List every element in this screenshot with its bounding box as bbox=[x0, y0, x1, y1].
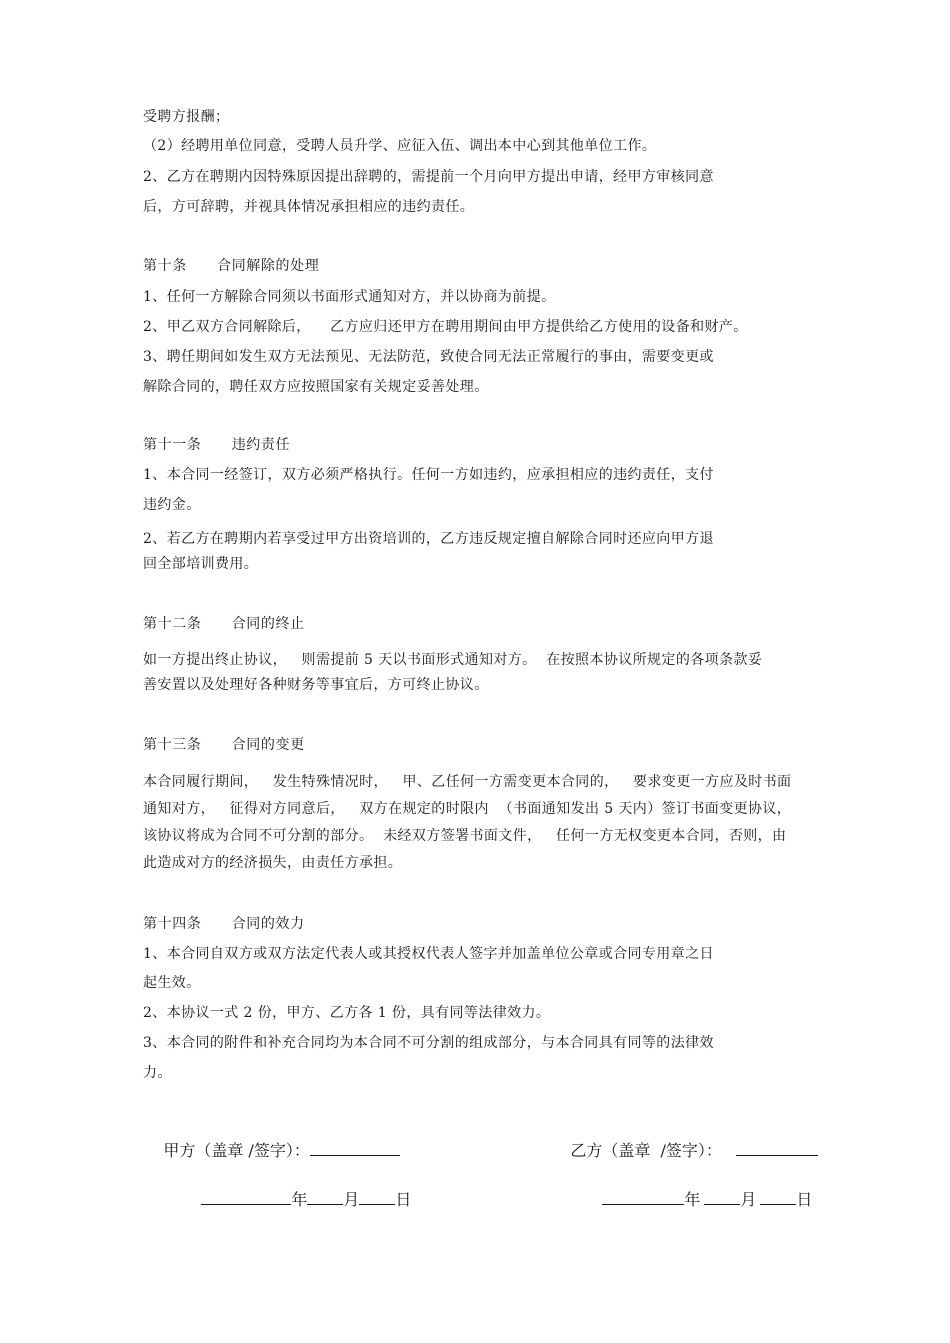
party-b-signature-blank bbox=[736, 1141, 818, 1156]
text-line: 3、本合同的附件和补充合同均为本合同不可分割的组成部分，与本合同具有同等的法律效 bbox=[143, 1035, 714, 1051]
party-a-year-blank bbox=[201, 1190, 291, 1205]
text-line: 解除合同的，聘任双方应按照国家有关规定妥善处理。 bbox=[143, 379, 489, 395]
text-line: 2、若乙方在聘期内若享受过甲方出资培训的，乙方违反规定擅自解除合同时还应向甲方退 bbox=[143, 531, 714, 547]
text-line: 受聘方报酬； bbox=[143, 109, 230, 125]
party-b-day-blank bbox=[760, 1190, 796, 1205]
month-label: 月 bbox=[343, 1190, 360, 1209]
text-line: （2）经聘用单位同意，受聘人员升学、应征入伍、调出本中心到其他单位工作。 bbox=[143, 138, 657, 154]
party-b-date bbox=[582, 1170, 812, 1230]
text-line: 3、聘任期间如发生双方无法预见、无法防范，致使合同无法正常履行的事由，需要变更或 bbox=[143, 349, 714, 365]
text-line: 如一方提出终止协议， 则需提前 5 天以书面形式通知对方。 在按照本协议所规定的各项条款妥 bbox=[143, 652, 763, 668]
text-line: 1、本合同一经签订，双方必须严格执行。任何一方如违约，应承担相应的违约责任，支付 bbox=[143, 467, 714, 483]
text-line: 善安置以及处理好各种财务等事宜后，方可终止协议。 bbox=[143, 677, 489, 693]
section-heading-12: 第十二条 合同的终止 bbox=[143, 616, 305, 632]
day-label: 日 bbox=[796, 1190, 813, 1209]
text-line: 本合同履行期间， 发生特殊情况时， 甲、乙任何一方需变更本合同的， 要求变更一方应及时书面 bbox=[143, 774, 792, 790]
text-line: 违约金。 bbox=[143, 497, 201, 513]
text-line: 回全部培训费用。 bbox=[143, 556, 259, 572]
day-label: 日 bbox=[395, 1190, 412, 1209]
party-a-date bbox=[181, 1170, 411, 1230]
section-heading-13: 第十三条 合同的变更 bbox=[143, 737, 305, 753]
party-a-signature-blank bbox=[310, 1141, 400, 1156]
month-label: 月 bbox=[740, 1190, 757, 1209]
party-a-label: 甲方（盖章 /签字）： bbox=[163, 1141, 310, 1160]
text-line: 2、甲乙双方合同解除后， 乙方应归还甲方在聘用期间由甲方提供给乙方使用的设备和财产。 bbox=[143, 319, 748, 335]
text-line: 2、乙方在聘期内因特殊原因提出辞聘的，需提前一个月向甲方提出申请，经甲方审核同意 bbox=[143, 169, 714, 185]
year-label: 年 bbox=[291, 1190, 308, 1209]
year-label: 年 bbox=[684, 1190, 701, 1209]
section-heading-11: 第十一条 违约责任 bbox=[143, 437, 291, 453]
text-line: 此造成对方的经济损失，由责任方承担。 bbox=[143, 855, 403, 871]
text-line: 通知对方， 征得对方同意后， 双方在规定的时限内 （书面通知发出 5 天内）签订书面变更协议， bbox=[143, 801, 792, 817]
section-heading-10: 第十条 合同解除的处理 bbox=[143, 258, 320, 274]
party-b-year-blank bbox=[602, 1190, 684, 1205]
text-line: 后，方可辞聘，并视具体情况承担相应的违约责任。 bbox=[143, 199, 475, 215]
party-b-month-blank bbox=[704, 1190, 740, 1205]
party-b-label: 乙方（盖章 /签字）： bbox=[570, 1141, 722, 1160]
party-a-month-blank bbox=[307, 1190, 343, 1205]
text-line: 力。 bbox=[143, 1065, 172, 1081]
text-line: 起生效。 bbox=[143, 975, 201, 991]
text-line: 2、本协议一式 2 份，甲方、乙方各 1 份，具有同等法律效力。 bbox=[143, 1005, 551, 1021]
text-line: 1、本合同自双方或双方法定代表人或其授权代表人签字并加盖单位公章或合同专用章之日 bbox=[143, 946, 714, 962]
text-line: 1、任何一方解除合同须以书面形式通知对方，并以协商为前提。 bbox=[143, 289, 556, 305]
text-line: 该协议将成为合同不可分割的部分。 未经双方签署书面文件， 任何一方无权变更本合同，否则，由 bbox=[143, 828, 787, 844]
party-a-day-blank bbox=[359, 1190, 395, 1205]
section-heading-14: 第十四条 合同的效力 bbox=[143, 916, 305, 932]
